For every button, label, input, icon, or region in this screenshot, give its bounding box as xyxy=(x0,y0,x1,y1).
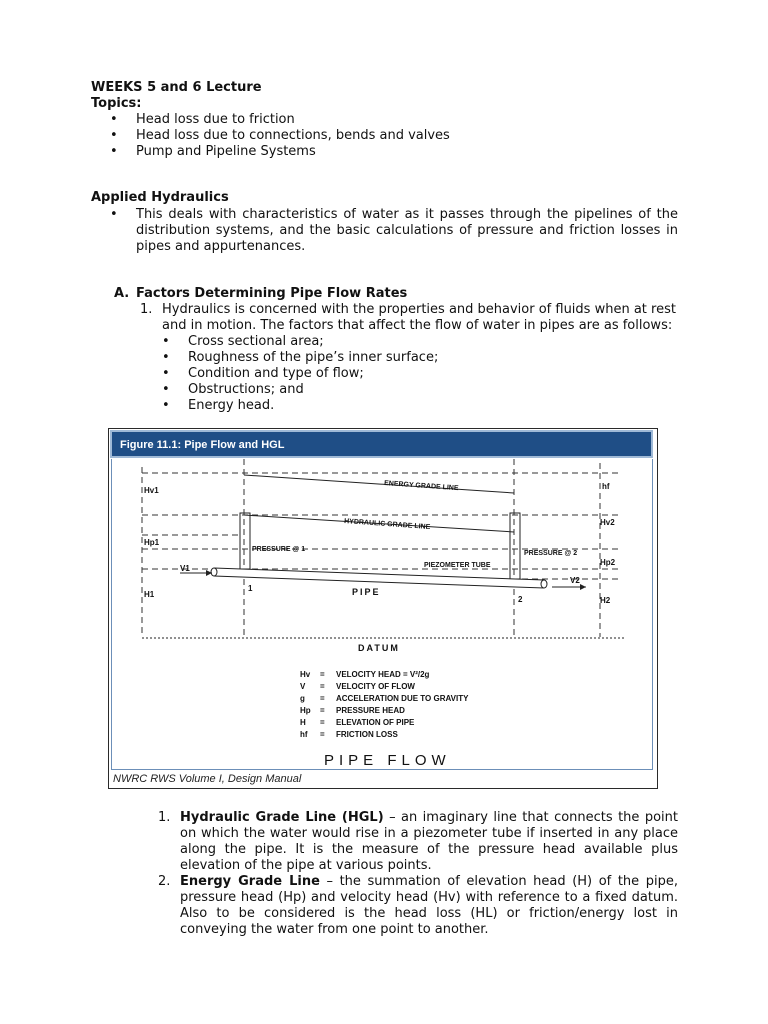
label-hp2: Hp2 xyxy=(600,558,616,567)
legend-sym: hf xyxy=(300,730,308,739)
legend-sym: Hp xyxy=(300,706,311,715)
section-a-letter: A. xyxy=(114,286,130,301)
pipe-end-left xyxy=(211,568,217,576)
svg-text:=: = xyxy=(320,670,325,679)
section-a-item-text: Hydraulics is concerned with the properties and behavior of fluids when at rest and in motion. The factors that affect the flow of water in pipes are as follows: xyxy=(162,302,676,333)
figure-title-bar xyxy=(110,430,653,458)
label-hv2: Hv2 xyxy=(600,518,615,527)
pipe-end-right xyxy=(541,580,547,588)
pipe-body xyxy=(214,568,544,588)
section-a-item-number: 1. xyxy=(140,302,153,317)
legend xyxy=(300,670,469,739)
legend-sym: Hv xyxy=(300,670,311,679)
label-hgl: HYDRAULIC GRADE LINE xyxy=(343,518,431,532)
definition-text: – the summation of elevation head (H) of the pipe, pressure head (Hp) and velocity head (Hv) with reference to a fixed datum. Also to be considered is the head loss (HL) or friction/energy lost in conveying the water from one point to another. xyxy=(180,874,679,937)
label-piezometer: PIEZOMETER TUBE xyxy=(424,562,491,569)
topics-label: Topics: xyxy=(91,96,142,111)
definition-hgl xyxy=(180,810,678,874)
legend-def: VELOCITY HEAD = V²/2g xyxy=(336,670,430,679)
applied-hydraulics-list xyxy=(136,207,678,255)
lecture-heading: WEEKS 5 and 6 Lecture xyxy=(91,80,262,95)
legend-sym: H xyxy=(300,718,306,727)
figure-title: Figure 11.1: Pipe Flow and HGL xyxy=(120,439,285,451)
legend-def: FRICTION LOSS xyxy=(336,730,398,739)
v2-arrowhead xyxy=(580,584,586,590)
label-h2: H2 xyxy=(600,596,611,605)
energy-grade-line xyxy=(244,475,514,493)
list-item: • Cross sectional area; xyxy=(188,334,668,350)
list-item: • Pump and Pipeline Systems xyxy=(136,144,696,160)
list-item: • Condition and type of flow; xyxy=(188,366,668,382)
legend-def: ACCELERATION DUE TO GRAVITY xyxy=(336,694,469,703)
label-point2: 2 xyxy=(518,595,523,604)
legend-def: ELEVATION OF PIPE xyxy=(336,718,415,727)
section-a-title: Factors Determining Pipe Flow Rates xyxy=(136,286,408,301)
label-v2: V2 xyxy=(570,576,580,585)
list-item: • Head loss due to friction xyxy=(136,112,696,128)
figure-caption: PIPE FLOW xyxy=(324,752,451,769)
factors-list xyxy=(188,334,668,414)
figure-source: NWRC RWS Volume I, Design Manual xyxy=(113,773,302,785)
list-item: • Head loss due to connections, bends and valves xyxy=(136,128,696,144)
definition-term: Hydraulic Grade Line (HGL) xyxy=(180,810,384,825)
pipe-flow-diagram xyxy=(112,459,652,771)
legend-sym: g xyxy=(300,694,305,703)
definition-egl xyxy=(180,874,678,938)
label-v1: V1 xyxy=(180,564,190,573)
legend-sym: V xyxy=(300,682,306,691)
figure-panel xyxy=(111,459,653,770)
svg-text:=: = xyxy=(320,718,325,727)
label-hf: hf xyxy=(602,482,610,491)
list-item: • Obstructions; and xyxy=(188,382,668,398)
label-point1: 1 xyxy=(248,584,253,593)
pipe-flow-figure xyxy=(108,428,658,789)
definition-number: 1. xyxy=(158,810,171,825)
definition-number: 2. xyxy=(158,874,171,889)
label-h1: H1 xyxy=(144,590,155,599)
list-item: • Energy head. xyxy=(188,398,668,414)
svg-text:=: = xyxy=(320,694,325,703)
label-pipe: PIPE xyxy=(352,587,381,597)
svg-text:=: = xyxy=(320,682,325,691)
legend-def: PRESSURE HEAD xyxy=(336,706,405,715)
label-pressure2: PRESSURE @ 2 xyxy=(524,550,578,557)
applied-hydraulics-title: Applied Hydraulics xyxy=(91,190,229,205)
topics-list xyxy=(136,112,696,160)
label-egl: ENERGY GRADE LINE xyxy=(383,480,459,493)
piezometer-tube-1 xyxy=(240,513,250,569)
definition-term: Energy Grade Line xyxy=(180,874,320,889)
list-item: • This deals with characteristics of water as it passes through the pipelines of the distribution systems, and the basic calculations of pressure and friction losses in pipes and appurtenances. xyxy=(136,207,678,255)
label-hp1: Hp1 xyxy=(144,538,160,547)
label-datum: DATUM xyxy=(358,643,400,653)
legend-equals xyxy=(320,670,325,739)
list-item: • Roughness of the pipe’s inner surface; xyxy=(188,350,668,366)
definition-text: – an imaginary line that connects the point on which the water would rise in a piezometer tube if inserted in any place along the pipe. It is the measure of the pressure head available plus elevation of the pipe at various points. xyxy=(180,810,678,873)
svg-text:=: = xyxy=(320,730,325,739)
svg-text:=: = xyxy=(320,706,325,715)
label-pressure1: PRESSURE @ 1 xyxy=(252,546,306,553)
label-hv1: Hv1 xyxy=(144,486,159,495)
legend-def: VELOCITY OF FLOW xyxy=(336,682,415,691)
